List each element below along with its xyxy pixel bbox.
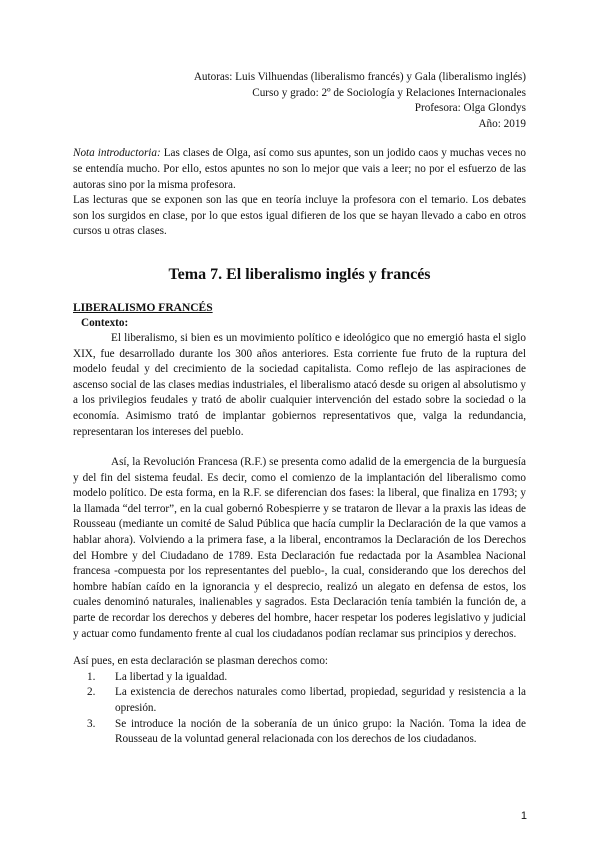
intro-readings: Las lecturas que se exponen son las que en teoría incluye la profesora con el temario. Los debates son los surgidos en clase, por lo que estos igual difieren de los que se hayan llevado a cabo en otros cursos u otras clases.	[73, 194, 526, 238]
list-item	[73, 685, 526, 716]
list-item-number: 1.	[87, 670, 96, 683]
list-item	[73, 670, 526, 686]
document-title: Tema 7. El liberalismo inglés y francés	[168, 265, 431, 283]
intro-note	[73, 146, 526, 193]
header-professor: Profesora: Olga Glondys	[414, 102, 526, 115]
header-block	[73, 70, 526, 132]
section-heading: LIBERALISMO FRANCÉS	[73, 301, 213, 314]
list-item-text: La libertad y la igualdad.	[115, 670, 228, 683]
list-item-text: La existencia de derechos naturales como libertad, propiedad, seguridad y resistencia a la opresión.	[115, 686, 526, 714]
list-item-number: 2.	[87, 686, 96, 699]
list-item	[73, 717, 526, 748]
header-year: Año: 2019	[478, 117, 526, 130]
page-content	[73, 70, 526, 748]
header-authors: Autoras: Luis Vilhuendas (liberalismo francés) y Gala (liberalismo inglés)	[193, 71, 526, 83]
list-intro: Así pues, en esta declaración se plasman derechos como:	[73, 655, 329, 668]
paragraph-2: Así, la Revolución Francesa (R.F.) se presenta como adalid de la emergencia de la burguesía y del fin del sistema feudal. Es decir, como el comienzo de la implantación del liberalismo como modelo político. De esta forma, en la R.F. se diferencian dos fases: la liberal, que finaliza en 1793; y la llamada “del terror”, en la cual gobernó Robespierre y se trataron de llevar a la praxis las ideas de Rousseau (mediante un comité de Salud Pública que hacía cumplir la Declaración de la que vamos a hablar ahora). Volviendo a la primera fase, a la liberal, encontramos la Declaración de los Derechos del Hombre y del Ciudadano de 1789. Esta Declaración fue redactada por la Asamblea Nacional francesa -compuesta por los representantes del pueblo-, la cual, considerando que los derechos del hombre habían caído en la ignorancia y el desprecio, realizó un alegato en defensa de estos, los cuales denominó naturales, inalienables y sagrados. Esta Declaración tenía también la función de, a parte de recordar los derechos y deberes del hombre, hacer respetar los poderes legislativo y judicial y actuar como fundamento frente al cual los ciudadanos podían reclamar sus principios y derechos.	[73, 456, 526, 640]
list-item-text: Se introduce la noción de la soberanía de un único grupo: la Nación. Toma la idea de Rousseau de la voluntad general relacionada con los derechos de los ciudadanos.	[115, 717, 526, 746]
intro-note-label: Nota introductoria:	[73, 147, 161, 160]
intro-note-text: Las clases de Olga, así como sus apuntes, son un jodido caos y muchas veces no se entendía mucho. Por ello, estos apuntes no son lo mejor que vais a leer; no por el esfuerzo de las autoras sino por la misma profesora.	[73, 147, 526, 191]
list-item-number: 3.	[87, 717, 96, 730]
section-subheading: Contexto:	[81, 316, 129, 329]
paragraph-1: El liberalismo, si bien es un movimiento político e ideológico que no emergió hasta el siglo XIX, fue desarrollado durante los 300 años anteriores. Esta corriente fue fruto de la ruptura del modelo feudal y del crecimiento de la sociedad capitalista. Como reflejo de las aspiraciones de ascenso social de las clases medias industriales, el liberalismo atacó desde su origen al absolutismo y a los privilegios feudales y trató de abolir cualquier intervención del estado sobre la sociedad o la economía. Asimismo trató de implantar gobiernos representativos que, valga la redundancia, representaran los intereses del pueblo.	[73, 331, 526, 438]
header-course: Curso y grado: 2º de Sociología y Relaciones Internacionales	[252, 86, 526, 99]
rights-list	[73, 670, 526, 748]
page-number: 1	[520, 810, 527, 822]
